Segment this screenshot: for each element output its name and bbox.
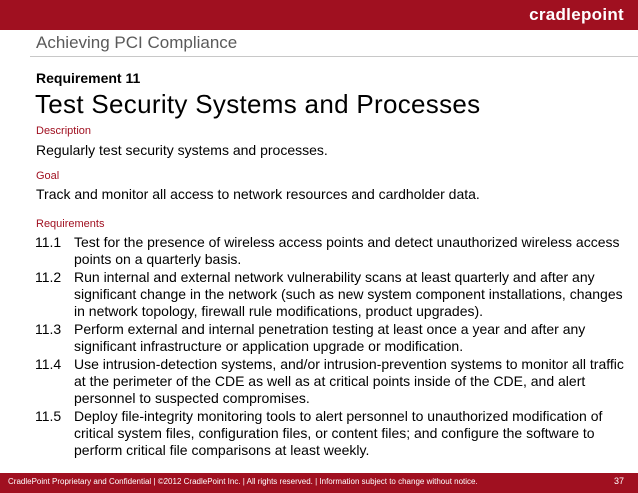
requirement-item-text: Use intrusion-detection systems, and/or intrusion-prevention systems to monitor all traffic at the perimeter of the CDE as well as at critical points inside of the CDE, and alert personnel to suspected compromises. — [74, 356, 624, 406]
requirements-label: Requirements — [36, 218, 105, 230]
requirement-item-text: Run internal and external network vulnerability scans at least quarterly and after any significant change in the network (such as new system component installations, changes in network topology, firewall rule modifications, product upgrades). — [74, 269, 623, 319]
requirement-item — [35, 356, 631, 406]
description-label: Description — [36, 125, 92, 137]
goal-text: Track and monitor all access to network resources and cardholder data. — [36, 186, 480, 202]
requirement-item — [35, 321, 631, 355]
requirement-number: Requirement 11 — [36, 70, 141, 86]
description-text: Regularly test security systems and processes. — [36, 142, 328, 158]
requirement-item — [35, 269, 631, 319]
footer-bar — [0, 473, 638, 493]
header-bar — [0, 0, 638, 30]
requirement-item-number: 11.2 — [35, 269, 62, 286]
page-number: 37 — [613, 476, 624, 486]
page-title: Test Security Systems and Processes — [35, 89, 481, 119]
requirement-item-number: 11.3 — [35, 320, 62, 337]
requirement-item — [35, 408, 631, 458]
requirements-list — [35, 234, 631, 460]
footer-legal-text: CradlePoint Proprietary and Confidential | ©2012 CradlePoint Inc. | All rights reserved. | Information subject to change without notice. — [8, 477, 478, 486]
title-divider — [30, 56, 638, 57]
goal-label: Goal — [36, 170, 60, 182]
requirement-item-text: Test for the presence of wireless access points and detect unauthorized wireless access points on a quarterly basis. — [74, 234, 620, 267]
requirement-item-text: Perform external and internal penetration testing at least once a year and after any significant infrastructure or application upgrade or modification. — [74, 320, 586, 354]
requirement-item-number: 11.1 — [35, 234, 62, 250]
requirement-item — [35, 234, 631, 268]
section-title: Achieving PCI Compliance — [36, 33, 238, 52]
requirement-item-text: Deploy file-integrity monitoring tools to alert personnel to unauthorized modification of critical system files, configuration files, or content files; and configure the software to perform critical file comparisons at least weekly. — [74, 407, 603, 458]
requirement-item-number: 11.4 — [35, 356, 62, 373]
requirement-item-number: 11.5 — [35, 407, 62, 424]
cradlepoint-logo: cradlepoint — [529, 5, 624, 24]
